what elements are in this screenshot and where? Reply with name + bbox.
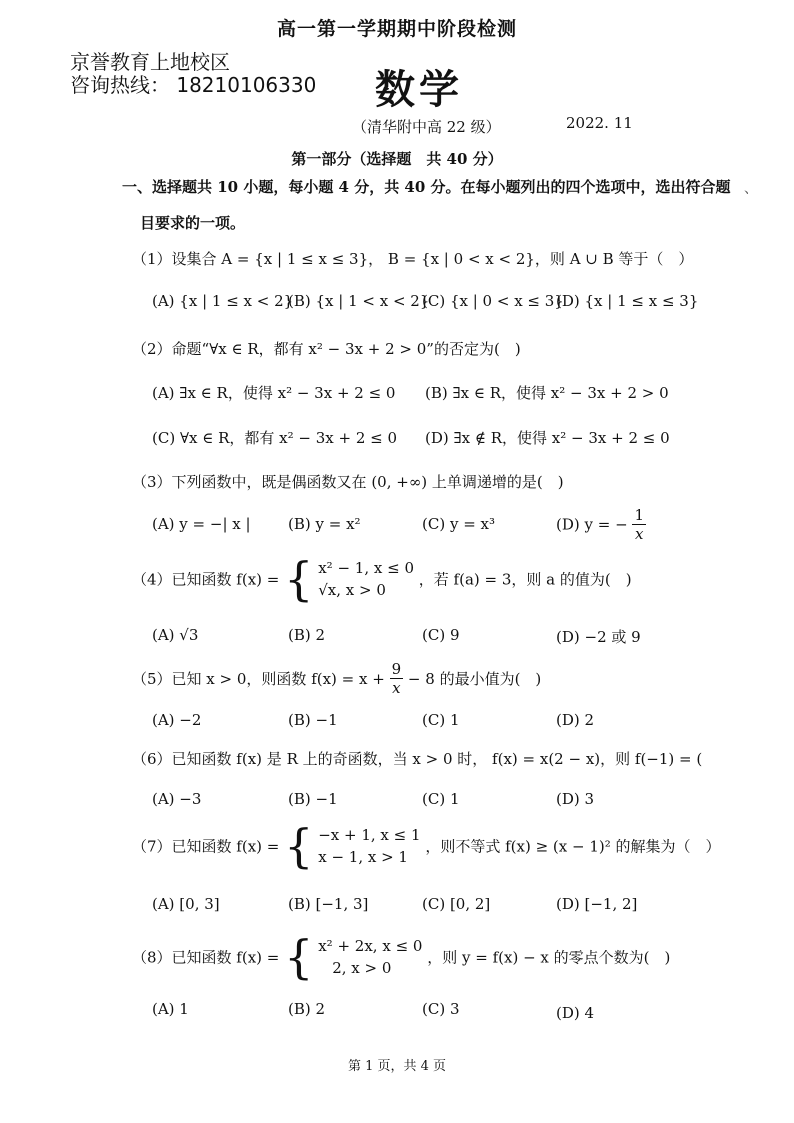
section-intro-line-2: 目要求的一项。 [140,214,246,232]
question-6-option-d: (D) 3 [556,790,595,808]
piecewise-case-1: x² − 1, x ≤ 0 [318,559,414,577]
question-5-option-a: (A) −2 [152,711,202,729]
subject-title: 数学 [375,66,463,113]
question-4-option-b: (B) 2 [288,626,326,644]
question-1-option-d: (D) {x | 1 ≤ x ≤ 3} [556,292,699,310]
question-8-stem-suffix: ，则 y = f(x) − x 的零点个数为( ) [427,948,671,967]
question-5-fraction [390,660,404,697]
question-5-option-c: (C) 1 [422,711,460,729]
question-1-option-c: (C) {x | 0 < x ≤ 3} [422,292,564,310]
question-7-option-c: (C) [0, 2] [422,895,491,913]
question-6-stem: （6）已知函数 f(x) 是 R 上的奇函数，当 x > 0 时， f(x) = x(2 − x)，则 f(−1) = ( [132,750,703,768]
piecewise-case-2: x − 1, x > 1 [318,848,408,866]
question-7-stem-prefix: （7）已知函数 f(x) = [132,837,280,856]
question-5-option-d: (D) 2 [556,711,595,729]
question-1-option-b: (B) {x | 1 < x < 2} [288,292,430,310]
question-8-stem-prefix: （8）已知函数 f(x) = [132,948,280,967]
question-3-option-c: (C) y = x³ [422,515,496,533]
question-4-option-a: (A) √3 [152,626,199,644]
question-3-option-d-fraction [632,506,646,543]
question-4-stem [132,552,632,606]
question-7-option-b: (B) [−1, 3] [288,895,369,913]
fraction-denominator: x [392,679,401,697]
question-6-option-b: (B) −1 [288,790,338,808]
piecewise-case-1: x² + 2x, x ≤ 0 [318,937,423,955]
question-7-option-d: (D) [−1, 2] [556,895,638,913]
piecewise-case-2: √x, x > 0 [318,581,386,599]
question-8-stem [132,930,671,984]
exam-date: 2022. 11 [566,114,633,132]
question-4-stem-suffix: ，若 f(a) = 3，则 a 的值为( ) [418,570,632,589]
piecewise-case-1: −x + 1, x ≤ 1 [318,826,421,844]
question-2-option-d: (D) ∃x ∉ R，使得 x² − 3x + 2 ≤ 0 [425,429,670,447]
question-4-option-c: (C) 9 [422,626,460,644]
question-6-option-c: (C) 1 [422,790,460,808]
question-3-option-d [556,506,646,543]
question-8-option-b: (B) 2 [288,1000,326,1018]
question-7-stem [132,819,721,873]
section-intro-line-1: 一、选择题共 10 小题，每小题 4 分，共 40 分。在每小题列出的四个选项中，选出符合题 [122,178,731,196]
question-1-stem: （1）设集合 A = {x | 1 ≤ x ≤ 3}， B = {x | 0 < x < 2}，则 A ∪ B 等于（ ） [132,250,694,268]
piecewise-brace: { [284,552,314,606]
piecewise-cases [318,824,420,868]
school-label: （清华附中高 22 级） [352,118,501,136]
piecewise-case-2: 2, x > 0 [332,959,392,977]
watermark-line-2: 咨询热线： 18210106330 [70,73,317,97]
question-2-option-c: (C) ∀x ∈ R，都有 x² − 3x + 2 ≤ 0 [152,429,398,447]
question-7-option-a: (A) [0, 3] [152,895,220,913]
question-4-option-d: (D) −2 或 9 [556,628,641,646]
fraction-numerator: 1 [634,506,644,524]
question-5-stem [132,660,541,697]
piecewise-brace: { [284,819,314,873]
fraction-denominator: x [634,525,644,543]
question-7-stem-suffix: ，则不等式 f(x) ≥ (x − 1)² 的解集为（ ） [425,837,721,856]
question-5-stem-suffix: − 8 的最小值为( ) [407,670,542,688]
question-1-option-a: (A) {x | 1 ≤ x < 2} [152,292,294,310]
page-footer: 第 1 页，共 4 页 [347,1059,447,1074]
part-heading: 第一部分（选择题 共 40 分） [291,150,503,168]
exam-title: 高一第一学期期中阶段检测 [276,18,517,40]
question-8-option-c: (C) 3 [422,1000,460,1018]
question-4-stem-prefix: （4）已知函数 f(x) = [132,570,280,589]
question-3-option-b: (B) y = x² [288,515,361,533]
question-8-option-d: (D) 4 [556,1004,595,1022]
question-2-option-b: (B) ∃x ∈ R，使得 x² − 3x + 2 > 0 [425,384,669,402]
question-2-option-a: (A) ∃x ∈ R，使得 x² − 3x + 2 ≤ 0 [152,384,396,402]
question-5-option-b: (B) −1 [288,711,338,729]
question-3-stem: （3）下列函数中，既是偶函数又在 (0, +∞) 上单调递增的是( ) [132,473,564,491]
question-3-option-d-prefix: (D) y = − [556,515,628,534]
watermark-line-1: 京誉教育上地校区 [70,50,230,74]
question-2-stem: （2）命题“∀x ∈ R，都有 x² − 3x + 2 > 0”的否定为( ) [132,340,521,358]
piecewise-brace: { [284,930,314,984]
question-3-option-a: (A) y = −| x | [152,515,251,533]
side-mark: 、 [744,181,758,197]
piecewise-cases [318,557,414,601]
question-8-option-a: (A) 1 [152,1000,189,1018]
fraction-numerator: 9 [391,660,402,678]
piecewise-cases [318,935,422,979]
question-5-stem-prefix: （5）已知 x > 0，则函数 f(x) = x + [132,670,385,688]
question-6-option-a: (A) −3 [152,790,202,808]
